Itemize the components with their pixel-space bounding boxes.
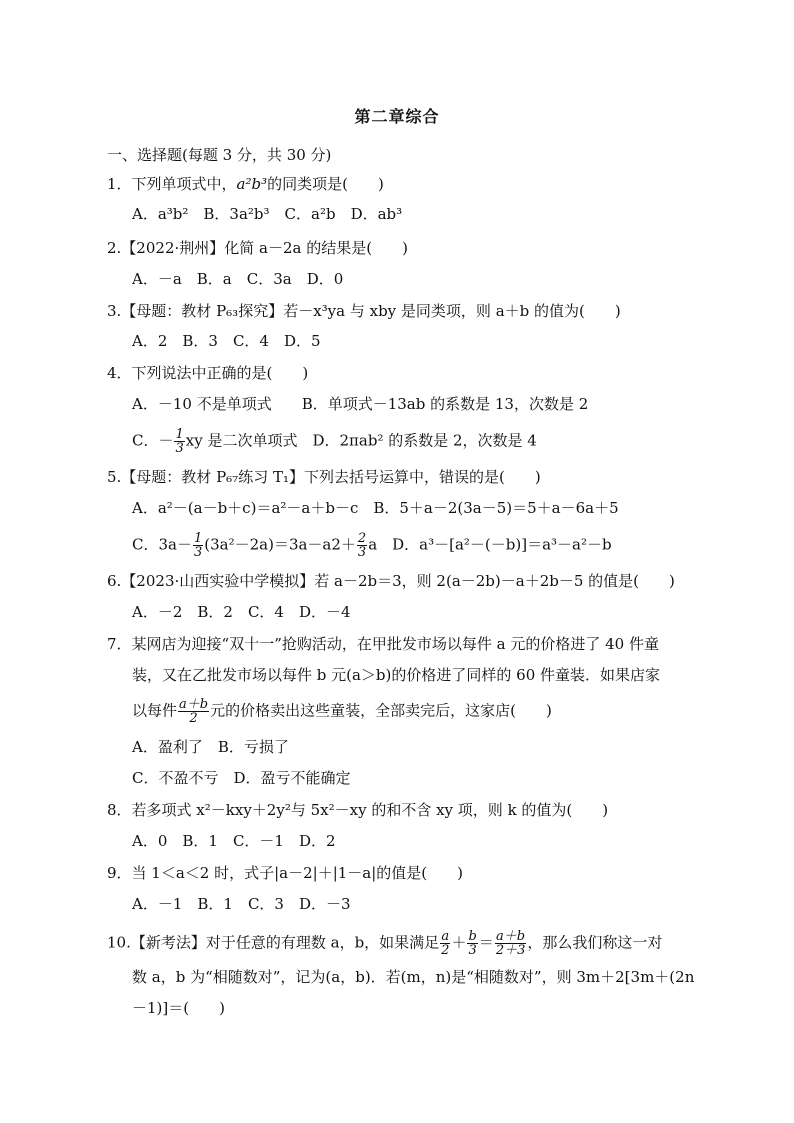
section-heading: 一、选择题(每题 3 分，共 30 分) — [107, 146, 332, 164]
question-7-options-ab: A．盈利了 B．亏损了 — [132, 738, 289, 756]
question-9-options: A．－1 B．1 C．3 D．－3 — [132, 895, 351, 913]
question-3: 3.【母题：教材 P₆₃探究】若－x³ya 与 xby 是同类项，则 a＋b 的值为( ) — [107, 302, 621, 320]
question-10-line-3: －1)]＝( ) — [132, 999, 225, 1017]
question-5-options-cd: C．3a－ $\frac{1}{3}$ (3a²－2a)＝3a－a2＋ $\frac{2}{3}$ a D．a³－[a²－(－b)]＝a³－a²－b — [132, 531, 612, 560]
question-6-options: A．－2 B．2 C．4 D．－4 — [132, 603, 351, 621]
expr-a2b3: a²b³ — [236, 175, 268, 193]
question-5: 5.【母题：教材 P₆₇练习 T₁】下列去括号运算中，错误的是( ) — [107, 468, 541, 486]
fraction-two-thirds: $\frac{2}{3}$ — [357, 531, 367, 560]
question-1-options: A．a³b² B．3a²b³ C．a²b D．ab³ — [132, 205, 403, 223]
question-8-options: A．0 B．1 C．－1 D．2 — [132, 832, 336, 850]
question-7-options-cd: C．不盈不亏 D．盈亏不能确定 — [132, 769, 351, 787]
question-7-line-2: 装，又在乙批发市场以每件 b 元(a＞b)的价格进了同样的 60 件童装．如果店家 — [132, 666, 661, 684]
question-1: 1．下列单项式中，a²b³的同类项是( ) — [107, 175, 384, 193]
fraction-one-third: $\frac{1}{3}$ — [175, 427, 184, 456]
question-5-options-ab: A．a²－(a－b＋c)＝a²－a＋b－c B．5＋a－2(3a－5)＝5＋a－6a＋5 — [132, 499, 619, 517]
question-2-options: A．－a B．a C．3a D．0 — [132, 270, 344, 288]
question-10-line-2: 数 a，b 为“相随数对”，记为(a，b)．若(m，n)是“相随数对”，则 3m＋2[3m＋(2n — [132, 968, 695, 986]
question-7-line-3: 以每件 $\frac{a+b}{2}$ 元的价格卖出这些童装，全部卖完后，这家店( ) — [132, 697, 552, 726]
fraction-one-third: $\frac{1}{3}$ — [193, 531, 203, 560]
question-3-options: A．2 B．3 C．4 D．5 — [132, 332, 321, 350]
question-2: 2.【2022·荆州】化简 a－2a 的结果是( ) — [107, 239, 408, 257]
page-title: 第二章综合 — [354, 107, 440, 126]
fraction-a-plus-b-over-2: $\frac{a+b}{2}$ — [179, 697, 209, 726]
fraction-a-plus-b-over-2-plus-3: $\frac{a+b}{2+3}$ — [495, 929, 526, 958]
question-8: 8．若多项式 x²－kxy＋2y²与 5x²－xy 的和不含 xy 项，则 k 的值为( ) — [107, 801, 609, 819]
question-10-line-1: 10.【新考法】对于任意的有理数 a，b，如果满足 $\frac{a}{2}$ ＋ $\frac{b}{3}$ ＝ $\frac{a+b}{2+3}$ ，那么我们称这一对 — [107, 929, 663, 958]
question-4-options-ab: A．－10 不是单项式 B．单项式－13ab 的系数是 13，次数是 2 — [132, 395, 589, 413]
question-6: 6.【2023·山西实验中学模拟】若 a－2b＝3，则 2(a－2b)－a＋2b－5 的值是( ) — [107, 572, 675, 590]
question-9: 9．当 1＜a＜2 时，式子|a－2|＋|1－a|的值是( ) — [107, 864, 464, 882]
question-4-options-cd: C．－ $\frac{1}{3}$ xy 是二次单项式 D．2πab² 的系数是 2，次数是 4 — [132, 427, 537, 456]
question-4: 4．下列说法中正确的是( ) — [107, 364, 309, 382]
question-7-line-1: 7．某网店为迎接“双十一”抢购活动，在甲批发市场以每件 a 元的价格进了 40 件童 — [107, 635, 659, 653]
fraction-a-over-2: $\frac{a}{2}$ — [441, 929, 450, 958]
fraction-b-over-3: $\frac{b}{3}$ — [468, 929, 477, 958]
